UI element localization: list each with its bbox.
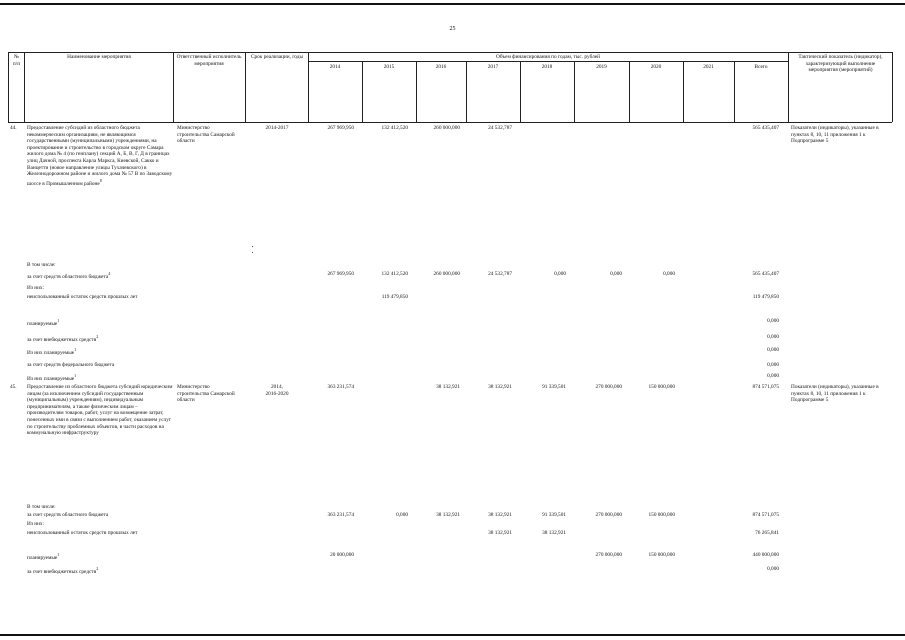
- header-term: Срок реализации, годы: [250, 54, 304, 60]
- page-top-rule: [0, 3, 905, 5]
- header-financing: Объем финансирования по годам, тыс. рублей: [496, 54, 600, 60]
- page-number: 25: [449, 26, 456, 32]
- header-name: Наименование мероприятия: [67, 54, 131, 60]
- stray-dot: [252, 246, 253, 247]
- item-45-name: Предоставление из областного бюджета субсидий юридическим лицам (за исключением субсидий государственным (муниципальным) учреждениям), индивидуальным предпринимателям, а также физическим лицам – производителям товаров, работ, услуг на возмещение затрат, понесенных ими в связи с выполнением работ, оказанием услуг по строительству проблемных объектов, в части расходов на коммунальную инфраструктуру: [27, 384, 173, 437]
- breakdown-value: 38 132,921: [488, 530, 512, 536]
- item-44-value: 260 000,000: [433, 125, 460, 131]
- breakdown-total: 0,000: [767, 566, 779, 572]
- stray-dot: [252, 252, 253, 253]
- header-no: № п/п: [12, 54, 21, 67]
- breakdown-value: 150 000,000: [648, 512, 675, 518]
- breakdown-total: 565 435,407: [752, 271, 779, 277]
- breakdown-total: 0,000: [767, 334, 779, 340]
- item-44-term: 2014-2017: [265, 125, 289, 131]
- breakdown-row-label: планируемые$^1$: [27, 552, 60, 561]
- breakdown-value: 91 339,501: [542, 512, 566, 518]
- breakdown-row-label: В том числе:: [27, 504, 56, 510]
- breakdown-value: 363 231,574: [327, 512, 354, 518]
- breakdown-value: 150 000,000: [648, 552, 675, 558]
- header-year: 2014: [329, 64, 341, 70]
- breakdown-total: 0,000: [767, 318, 779, 324]
- item-45-value: 38 132,921: [436, 384, 460, 390]
- breakdown-value: 0,000: [610, 271, 622, 277]
- breakdown-total: 874 571,075: [752, 512, 779, 518]
- breakdown-row-label: В том числе:: [27, 262, 56, 268]
- header-responsible: Ответственный исполнитель мероприятия: [176, 54, 242, 67]
- item-44-name: Предоставление субсидий из областного бюджета некоммерческим организациям, не являющимся государственными (муниципальными) учреждениями, на проектирование и строительство в городском округе Самара жилого дома № 4 (по генплану) секций А, Б, В, Г, Д в границах улиц Дачной, проспекта Карла Маркса, Киевской, Сакко и Ванцетти (новое направление улицы Тухачевского) в Железнодорожном районе и жилого дома № 57 В по Заводскому шоссе в Промышленном районе$^8$: [27, 125, 173, 187]
- item-45-value: 363 231,574: [327, 384, 354, 390]
- item-44-value: 24 532,787: [488, 125, 512, 131]
- breakdown-value: 0,000: [663, 271, 675, 277]
- breakdown-value: 270 000,000: [595, 552, 622, 558]
- breakdown-row-label: Из них планируемые$^1$: [27, 347, 77, 356]
- item-45-responsible: Министерство строительства Самарской области: [177, 384, 235, 404]
- item-44-value: 132 412,520: [381, 125, 408, 131]
- breakdown-total: 119 479,850: [752, 294, 779, 300]
- breakdown-total: 0,000: [767, 347, 779, 353]
- breakdown-row-label: Из них планируемые$^1$: [27, 373, 77, 382]
- breakdown-row-label: за счет средств областного бюджета$^4$: [27, 271, 111, 280]
- header-total: Всего: [754, 64, 768, 70]
- item-45-total: 874 571,075: [752, 384, 779, 390]
- breakdown-total: 440 000,000: [752, 552, 779, 558]
- item-45-value: 270 000,000: [595, 384, 622, 390]
- breakdown-value: 260 000,000: [433, 271, 460, 277]
- breakdown-value: 132 412,520: [381, 271, 408, 277]
- item-44-indicator: Показатели (индикаторы), указанные в пунктах 8, 10, 11 приложения 1 к Подпрограмме 5: [791, 125, 879, 145]
- breakdown-value: 270 000,000: [595, 512, 622, 518]
- header-year: 2016: [435, 64, 447, 70]
- header-year: 2019: [596, 64, 607, 70]
- header-year: 2017: [487, 64, 499, 70]
- breakdown-value: 119 479,850: [381, 294, 408, 300]
- breakdown-row-label: за счет средств областного бюджета: [27, 512, 109, 518]
- header-year: 2018: [541, 64, 553, 70]
- item-45-value: 150 000,000: [648, 384, 675, 390]
- breakdown-value: 24 532,787: [488, 271, 512, 277]
- item-44-number: 44.: [10, 125, 17, 131]
- item-45-value: 38 132,921: [488, 384, 512, 390]
- breakdown-row-label: за счет внебюджетных средств$^2$: [27, 334, 99, 343]
- breakdown-row-label: неиспользованный остаток средств прошлых лет: [27, 294, 138, 300]
- breakdown-row-label: Из них:: [27, 285, 45, 291]
- breakdown-value: 267 969,950: [327, 271, 354, 277]
- breakdown-total: 0,000: [767, 362, 779, 368]
- breakdown-row-label: за счет средств федерального бюджета: [27, 362, 115, 368]
- item-45-indicator: Показатели (индикаторы), указанные в пунктах 8, 10, 11 приложения 1 к Подпрограмме 5: [791, 384, 879, 404]
- breakdown-row-label: за счет внебюджетных средств$^2$: [27, 566, 99, 575]
- item-45-value: 91 339,501: [542, 384, 566, 390]
- breakdown-row-label: планируемые$^1$: [27, 318, 60, 327]
- breakdown-total: 76 265,841: [755, 530, 779, 536]
- item-45-term: 2014, 2016-2020: [265, 384, 289, 397]
- breakdown-value: 0,000: [554, 271, 566, 277]
- item-44-total: 565 435,407: [752, 125, 779, 131]
- item-44-responsible: Министерство строительства Самарской области: [177, 125, 235, 145]
- breakdown-value: 20 000,000: [330, 552, 354, 558]
- item-44-value: 267 969,950: [327, 125, 354, 131]
- breakdown-value: 38 132,921: [436, 512, 460, 518]
- header-year: 2021: [703, 64, 714, 70]
- header-year: 2015: [383, 64, 395, 70]
- breakdown-row-label: неиспользованный остаток средств прошлых лет: [27, 530, 138, 536]
- item-45-number: 45.: [10, 384, 17, 390]
- breakdown-value: 38 132,921: [542, 530, 566, 536]
- breakdown-value: 0,000: [396, 512, 408, 518]
- breakdown-row-label: Из них:: [27, 521, 45, 527]
- header-year: 2020: [650, 64, 662, 70]
- page-bottom-rule: [0, 634, 905, 636]
- breakdown-value: 38 132,921: [488, 512, 512, 518]
- header-indicator: Тактический показатель (индикатор), характеризующий выполнение мероприятия (мероприятий): [798, 54, 883, 74]
- breakdown-total: 0,000: [767, 373, 779, 379]
